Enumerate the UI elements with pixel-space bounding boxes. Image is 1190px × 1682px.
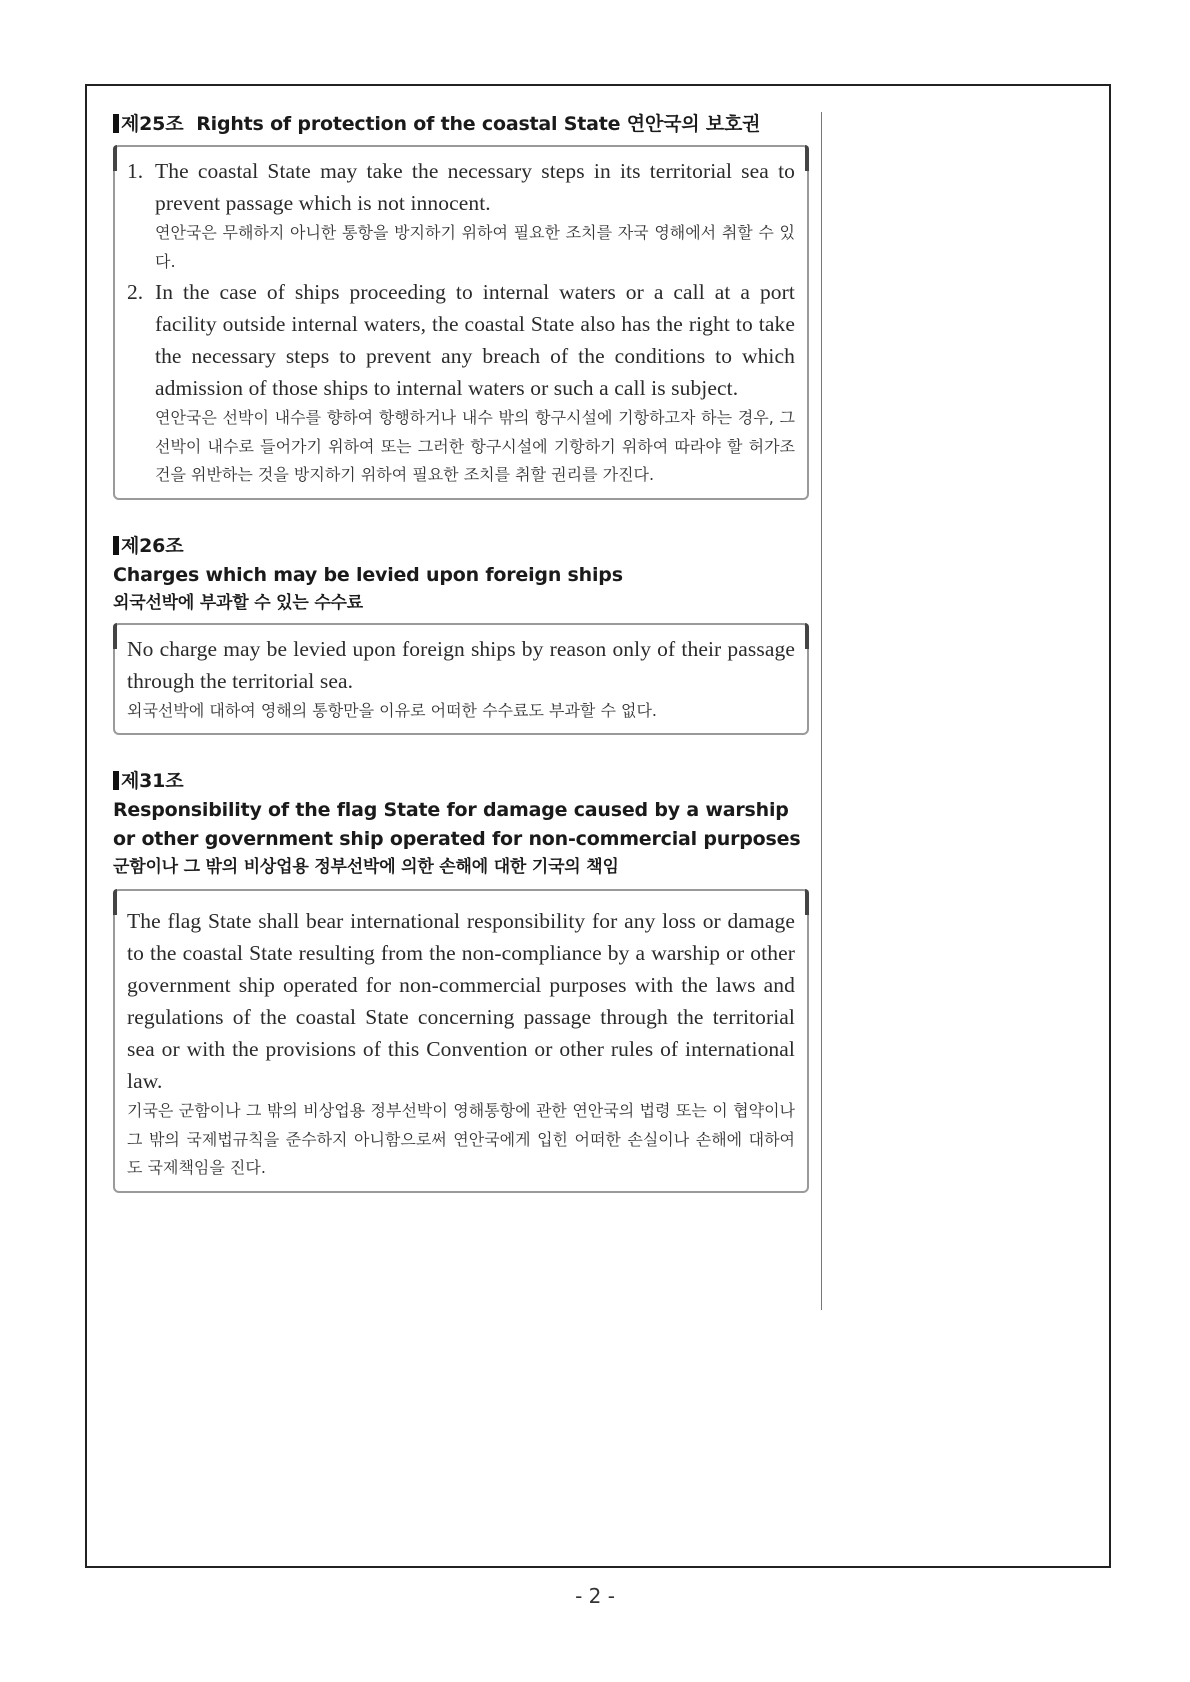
item-text-ko: 연안국은 무해하지 아니한 통항을 방지하기 위하여 필요한 조치를 자국 영해에서 취할 수 있다. [155,223,795,271]
item-text-en: The coastal State may take the necessary steps in its territorial sea to prevent passage which is not innocent. [155,159,795,215]
article-26-text-ko: 외국선박에 대하여 영해의 통항만을 이유로 어떠한 수수료도 부과할 수 없다. [127,700,657,720]
article-31-text-en: The flag State shall bear international responsibility for any loss or damage to the coastal State resulting from the non-compliance by a warship or other government ship operated for non-commercial purposes with the laws and regulations of the coastal State concerning passage through the territorial sea or with the provisions of this Convention or other rules of international law. [127,909,795,1093]
article-26-number: 제26조 [121,534,184,557]
section-marker-icon [113,114,119,133]
item-number: 1. [127,159,144,183]
article-31-title-en: Responsibility of the flag State for damage caused by a warship or other government ship operated for non-commercial purposes [113,799,801,850]
item-number: 2. [127,280,144,304]
article-26-title-en: Charges which may be levied upon foreign ships [113,563,623,586]
article-25-heading [113,110,809,139]
article-31-number-line [113,767,809,796]
item-text-en: In the case of ships proceeding to internal waters or a call at a port facility outside internal waters, the coastal State also has the right to take the necessary steps to prevent any breach of the conditions to which admission of those ships to internal waters or such a call is subject. [155,280,795,400]
article-26-box [113,623,809,736]
article-31-title-ko: 군함이나 그 밖의 비상업용 정부선박에 의한 손해에 대한 기국의 책임 [113,857,619,877]
article-25-item-2 [127,276,795,490]
article-25 [113,110,809,500]
column-divider [821,112,822,1310]
article-25-title-en: Rights of protection of the coastal State [196,113,621,135]
article-31-box [113,889,809,1193]
article-26 [113,532,809,736]
article-26-title-ko: 외국선박에 부과할 수 있는 수수료 [113,592,363,613]
section-marker-icon [113,536,119,555]
article-31 [113,767,809,1193]
article-31-text-ko: 기국은 군함이나 그 밖의 비상업용 정부선박이 영해통항에 관한 연안국의 법령 또는 이 협약이나 그 밖의 국제법규칙을 준수하지 아니함으로써 연안국에게 입힌 어떠한 손실이나 손해에 대하여도 국제책임을 진다. [127,1101,795,1177]
article-31-number: 제31조 [121,770,184,792]
item-text-ko: 연안국은 선박이 내수를 향하여 항행하거나 내수 밖의 항구시설에 기항하고자 하는 경우, 그 선박이 내수로 들어가기 위하여 또는 그러한 항구시설에 기항하기 위하여 따라야 할 허가조건을 위반하는 것을 방지하기 위하여 필요한 조치를 취할 권리를 가진다. [155,408,795,484]
article-26-number-line [113,532,809,561]
section-marker-icon [113,771,119,790]
article-26-text-en: No charge may be levied upon foreign ships by reason only of their passage through the territorial sea. [127,636,795,693]
article-25-box [113,145,809,500]
article-25-item-1 [127,155,795,276]
article-25-number: 제25조 [121,113,184,135]
page-number: - 2 - [575,1584,615,1608]
main-column [113,110,809,1193]
article-25-title-ko: 연안국의 보호권 [626,113,761,135]
